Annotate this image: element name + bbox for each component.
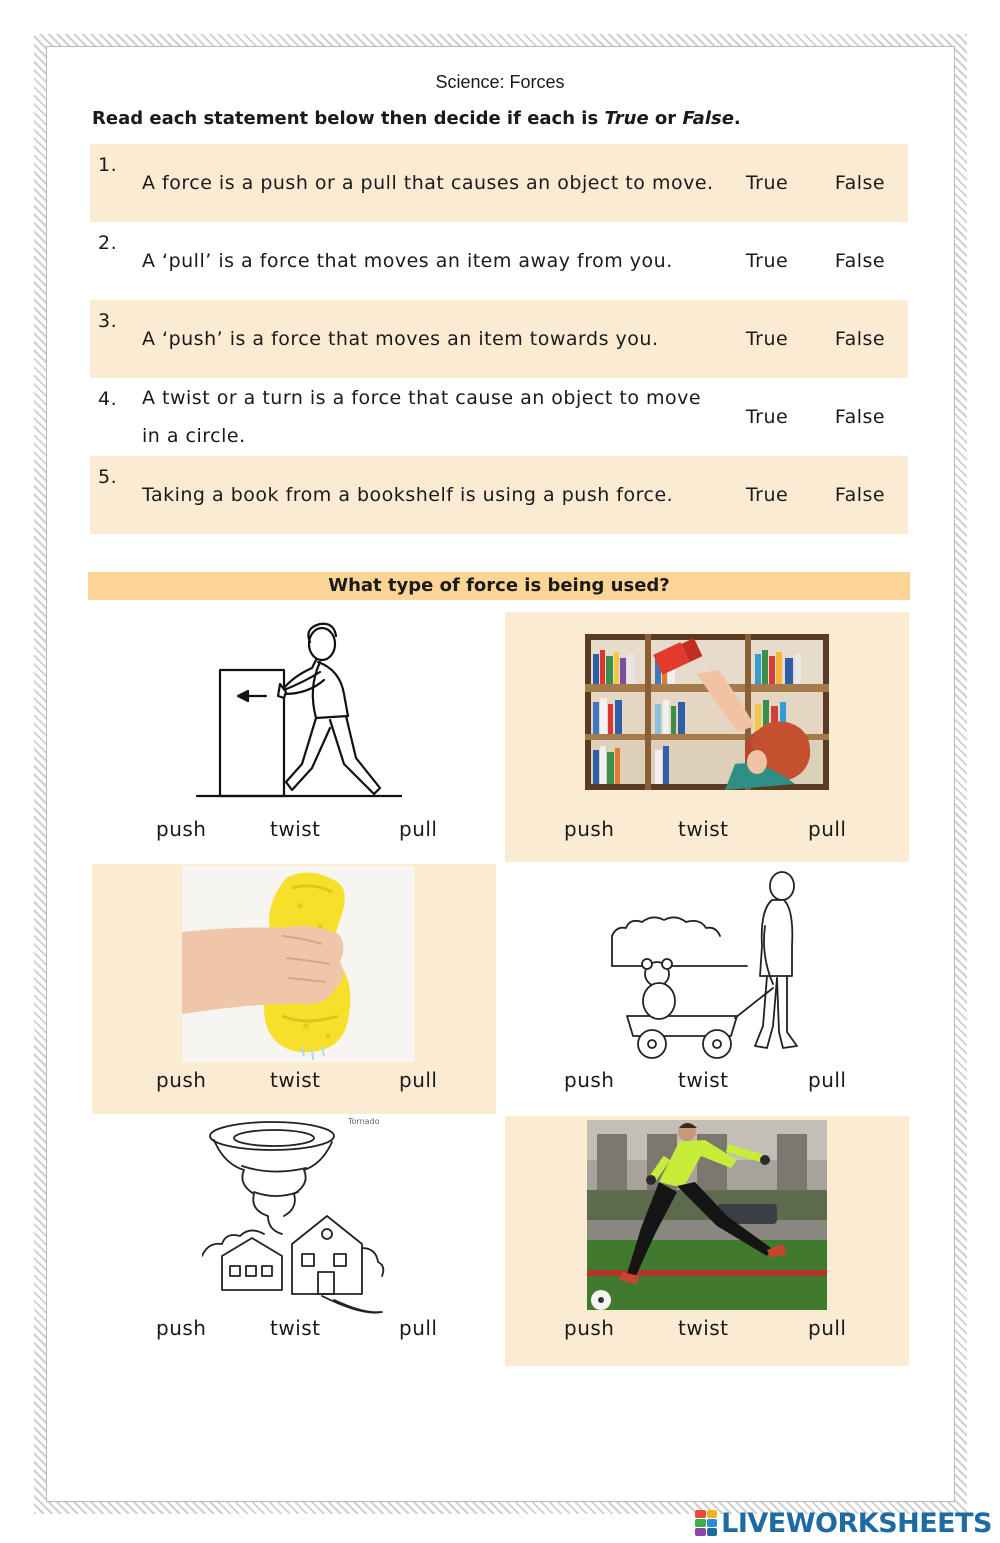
pull-option[interactable]: pull	[808, 817, 847, 841]
twist-option[interactable]: twist	[678, 1316, 729, 1340]
badge-square	[707, 1510, 718, 1518]
man-pushing-door-icon	[192, 622, 402, 802]
false-option[interactable]: False	[834, 484, 886, 506]
badge-square	[695, 1510, 706, 1518]
twist-option[interactable]: twist	[678, 817, 729, 841]
brand-name: LIVEWORKSHEETS	[721, 1507, 992, 1539]
logo-badge-icon	[695, 1510, 717, 1536]
statement-row-4	[90, 378, 908, 456]
statement-text: Taking a book from a bookshelf is using a push force.	[142, 484, 674, 506]
pull-option[interactable]: pull	[399, 1316, 438, 1340]
force-item-5	[92, 1116, 496, 1366]
statement-number: 2.	[98, 232, 118, 254]
badge-square	[695, 1519, 706, 1527]
liveworksheets-logo	[695, 1508, 992, 1538]
statement-number: 5.	[98, 466, 118, 488]
statement-row-2	[90, 222, 908, 300]
statement-number: 4.	[98, 388, 118, 410]
twist-option[interactable]: twist	[270, 1316, 321, 1340]
statement-number: 1.	[98, 154, 118, 176]
force-item-3	[92, 864, 496, 1114]
true-option[interactable]: True	[745, 250, 789, 272]
section-heading: What type of force is being used?	[88, 572, 910, 600]
statement-text: A twist or a turn is a force that cause an object to move in a circle.	[142, 387, 702, 447]
statement-row-3	[90, 300, 908, 378]
twist-option[interactable]: twist	[678, 1068, 729, 1092]
statement-text: A ‘pull’ is a force that moves an item away from you.	[142, 250, 673, 272]
true-option[interactable]: True	[745, 484, 789, 506]
push-option[interactable]: push	[156, 1068, 207, 1092]
badge-square	[707, 1528, 718, 1536]
true-option[interactable]: True	[745, 328, 789, 350]
statement-row-5	[90, 456, 908, 534]
badge-square	[707, 1519, 718, 1527]
force-item-2	[505, 612, 909, 862]
pull-option[interactable]: pull	[399, 1068, 438, 1092]
twist-option[interactable]: twist	[270, 817, 321, 841]
false-option[interactable]: False	[834, 328, 886, 350]
badge-square	[695, 1528, 706, 1536]
push-option[interactable]: push	[564, 1068, 615, 1092]
false-option[interactable]: False	[834, 172, 886, 194]
woman-pulling-book-photo	[585, 634, 829, 790]
pull-option[interactable]: pull	[399, 817, 438, 841]
document-title: Science: Forces	[435, 72, 565, 92]
instructions: Read each statement below then decide if each is True or False.	[92, 108, 741, 129]
statement-row-1	[90, 144, 908, 222]
statement-text: A force is a push or a pull that causes an object to move.	[142, 172, 714, 194]
statement-number: 3.	[98, 310, 118, 332]
statement-text: A ‘push’ is a force that moves an item towards you.	[142, 328, 659, 350]
pull-option[interactable]: pull	[808, 1068, 847, 1092]
hand-squeezing-sponge-photo	[182, 866, 414, 1062]
goalkeeper-kicking-ball-photo	[587, 1120, 827, 1310]
push-option[interactable]: push	[564, 1316, 615, 1340]
force-item-1	[92, 612, 496, 862]
pull-option[interactable]: pull	[808, 1316, 847, 1340]
true-option[interactable]: True	[745, 172, 789, 194]
tornado-caption: Tornado	[348, 1117, 380, 1126]
push-option[interactable]: push	[156, 1316, 207, 1340]
push-option[interactable]: push	[156, 817, 207, 841]
force-item-4	[505, 864, 909, 1114]
push-option[interactable]: push	[564, 817, 615, 841]
true-option[interactable]: True	[745, 406, 789, 428]
false-option[interactable]: False	[834, 250, 886, 272]
force-item-6	[505, 1116, 909, 1366]
tornado-over-houses-icon	[202, 1116, 402, 1316]
twist-option[interactable]: twist	[270, 1068, 321, 1092]
boy-pulling-wagon-icon	[607, 866, 817, 1066]
false-option[interactable]: False	[834, 406, 886, 428]
true-false-table	[90, 144, 908, 534]
